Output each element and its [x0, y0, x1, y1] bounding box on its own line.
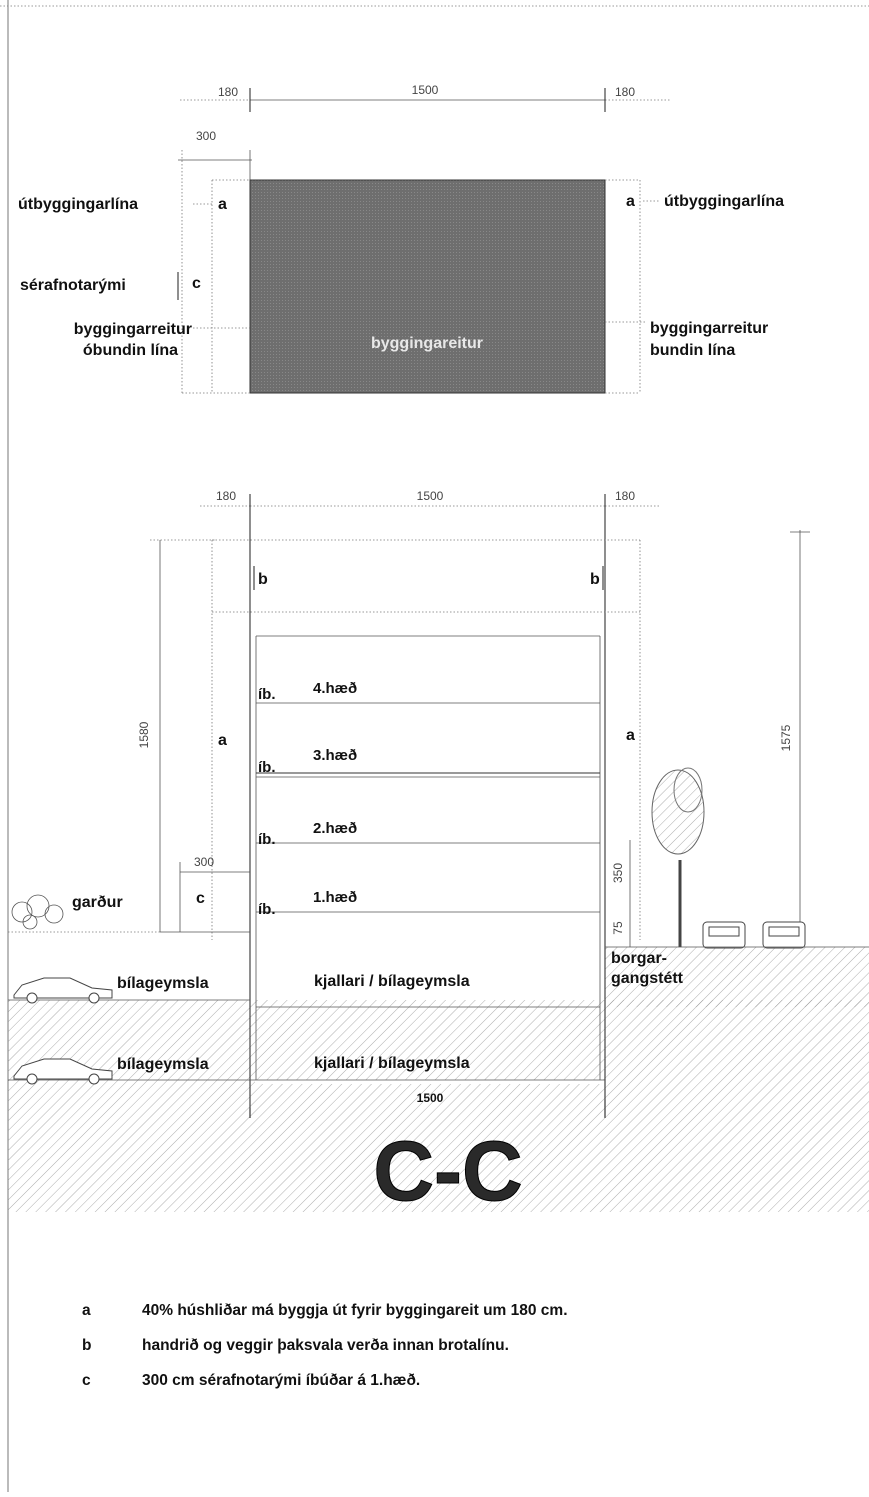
floor-name-4: 4.hæð — [313, 680, 358, 697]
car-front-icon — [763, 922, 805, 948]
parking-left-2: bílageymsla — [117, 1056, 209, 1073]
sidewalk-line2: gangstétt — [611, 970, 683, 987]
floor-name-2: 2.hæð — [313, 820, 358, 837]
floor-ib-4: íb. — [258, 686, 276, 703]
basement-label-1: kjallari / bílageymsla — [314, 973, 470, 990]
plan-dim-setback: 300 — [195, 129, 217, 143]
plan-a-right: a — [626, 193, 635, 210]
plan-view — [18, 83, 784, 395]
right-height-value: 1575 — [779, 724, 793, 752]
basement-label-2: kjallari / bílageymsla — [314, 1055, 470, 1072]
left-field-line2: óbundin lína — [82, 342, 178, 359]
bottom-dim-value: 1500 — [416, 1091, 444, 1105]
right-field-line1: byggingarreitur — [650, 320, 769, 337]
tree-height-dim: 350 — [611, 862, 625, 884]
section-c-label: c — [196, 890, 205, 907]
legend-key-a: a — [82, 1302, 91, 1319]
parking-left-1: bílageymsla — [117, 975, 209, 992]
plan-c-label: c — [192, 275, 201, 292]
floor-ib-1: íb. — [258, 901, 276, 918]
left-field-line1: byggingarreitur — [73, 321, 192, 338]
building-field-label: byggingareitur — [370, 335, 484, 352]
basement-floor-cut — [255, 1080, 605, 1084]
legend-key-c: c — [82, 1372, 91, 1389]
section-b-left: b — [258, 571, 268, 588]
car-front-icon — [703, 922, 745, 948]
plan-dim-right: 180 — [614, 85, 636, 99]
car-icon — [14, 978, 112, 1003]
sidewalk-height-dim: 75 — [611, 921, 625, 935]
garden-label: garður — [72, 894, 123, 911]
shrub-icon — [12, 895, 63, 929]
section-b-right: b — [590, 571, 600, 588]
floor-name-3: 3.hæð — [313, 747, 358, 764]
sidewalk-line1: borgar- — [611, 950, 667, 967]
right-field-line2: bundin lína — [650, 342, 736, 359]
section-a-left: a — [218, 732, 227, 749]
plan-dim-middle: 1500 — [411, 83, 439, 97]
legend-text-c: 300 cm sérafnotarými íbúðar á 1.hæð. — [142, 1372, 421, 1389]
private-space-label: sérafnotarými — [20, 277, 126, 294]
section-view — [8, 489, 869, 1218]
garden-width-dim: 300 — [193, 855, 215, 869]
floor-name-1: 1.hæð — [313, 889, 358, 906]
building-field — [250, 180, 605, 393]
legend-key-b: b — [82, 1337, 92, 1354]
legend-text-b: handrið og veggir þaksvala verða innan brotalínu. — [142, 1337, 509, 1354]
floor-ib-2: íb. — [258, 831, 276, 848]
left-outbuilding-label: útbyggingarlína — [18, 196, 138, 213]
floor-ib-3: íb. — [258, 759, 276, 776]
section-a-right: a — [626, 727, 635, 744]
legend — [82, 1302, 568, 1389]
section-dim-middle: 1500 — [416, 489, 444, 503]
section-title: C-C — [373, 1124, 523, 1218]
section-dim-left: 180 — [215, 489, 237, 503]
legend-text-a: 40% húshliðar má byggja út fyrir byggingareit um 180 cm. — [142, 1302, 568, 1319]
left-height-value: 1580 — [137, 721, 151, 749]
plan-a-left: a — [218, 196, 227, 213]
tree-icon — [652, 768, 704, 947]
plan-dim-left: 180 — [217, 85, 239, 99]
right-outbuilding-label: útbyggingarlína — [664, 193, 784, 210]
section-dim-right: 180 — [614, 489, 636, 503]
